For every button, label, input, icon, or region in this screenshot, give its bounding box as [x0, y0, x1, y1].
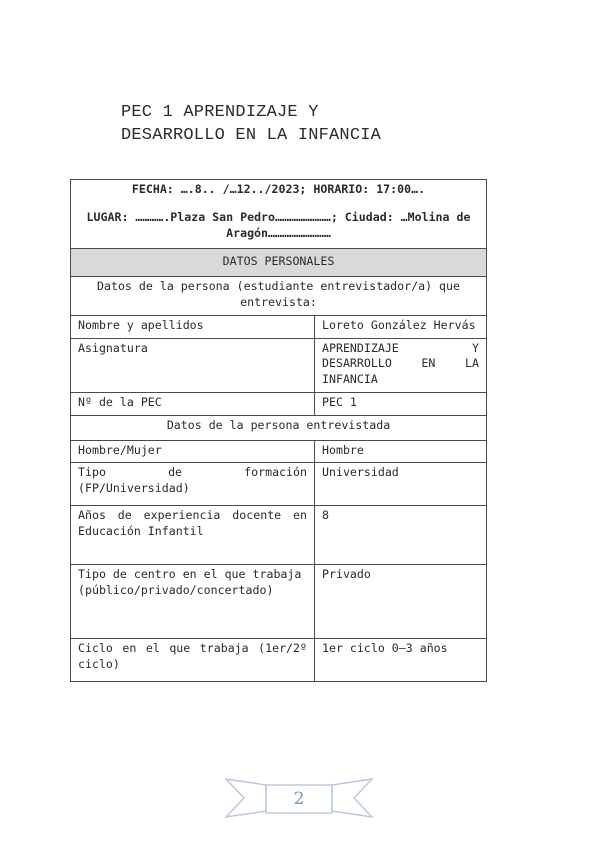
table-row — [71, 565, 487, 639]
field-label: Asignatura — [71, 338, 315, 392]
table-row — [71, 463, 487, 506]
title-line-2: DESARROLLO EN LA INFANCIA — [121, 126, 382, 145]
place-city-line: LUGAR: ………….Plaza San Pedro……………………; Ciudad: …Molina de Aragón……………………… — [86, 209, 471, 240]
field-value: Universidad — [315, 463, 487, 506]
field-value: PEC 1 — [315, 392, 487, 415]
section-row — [71, 249, 487, 277]
field-value: Hombre — [315, 440, 487, 463]
table-row — [71, 506, 487, 565]
title-line-1: PEC 1 APRENDIZAJE Y — [121, 103, 319, 122]
date-time-line: FECHA: ….8.. /…12../2023; HORARIO: 17:00…. — [131, 182, 426, 196]
date-place-cell — [71, 180, 487, 249]
table-row — [71, 315, 487, 338]
field-label: Nombre y apellidos — [71, 315, 315, 338]
table-row — [71, 440, 487, 463]
field-value: Privado — [315, 565, 487, 639]
document-title — [121, 101, 381, 147]
header-row — [71, 180, 487, 249]
table-row — [71, 338, 487, 392]
field-value: APRENDIZAJE Y DESARROLLO EN LA INFANCIA — [315, 338, 487, 392]
field-label: Tipo de centro en el que trabaja (público/privado/concertado) — [71, 565, 315, 639]
interview-form-table — [70, 179, 487, 682]
field-value: 8 — [315, 506, 487, 565]
subheading-interviewer: Datos de la persona (estudiante entrevistador/a) que entrevista: — [71, 277, 487, 316]
page-number: 2 — [293, 789, 305, 809]
subheading-row — [71, 277, 487, 316]
table-row — [71, 392, 487, 415]
table-row — [71, 639, 487, 682]
field-value: 1er ciclo 0–3 años — [315, 639, 487, 682]
section-heading-personal: DATOS PERSONALES — [71, 249, 487, 277]
field-label: Ciclo en el que trabaja (1er/2º ciclo) — [71, 639, 315, 682]
field-label: Hombre/Mujer — [71, 440, 315, 463]
field-value: Loreto González Hervás — [315, 315, 487, 338]
field-label: Años de experiencia docente en Educación Infantil — [71, 506, 315, 565]
field-label: Nº de la PEC — [71, 392, 315, 415]
subheading-row — [71, 415, 487, 440]
subheading-interviewee: Datos de la persona entrevistada — [71, 415, 487, 440]
field-label: Tipo de formación (FP/Universidad) — [71, 463, 315, 506]
